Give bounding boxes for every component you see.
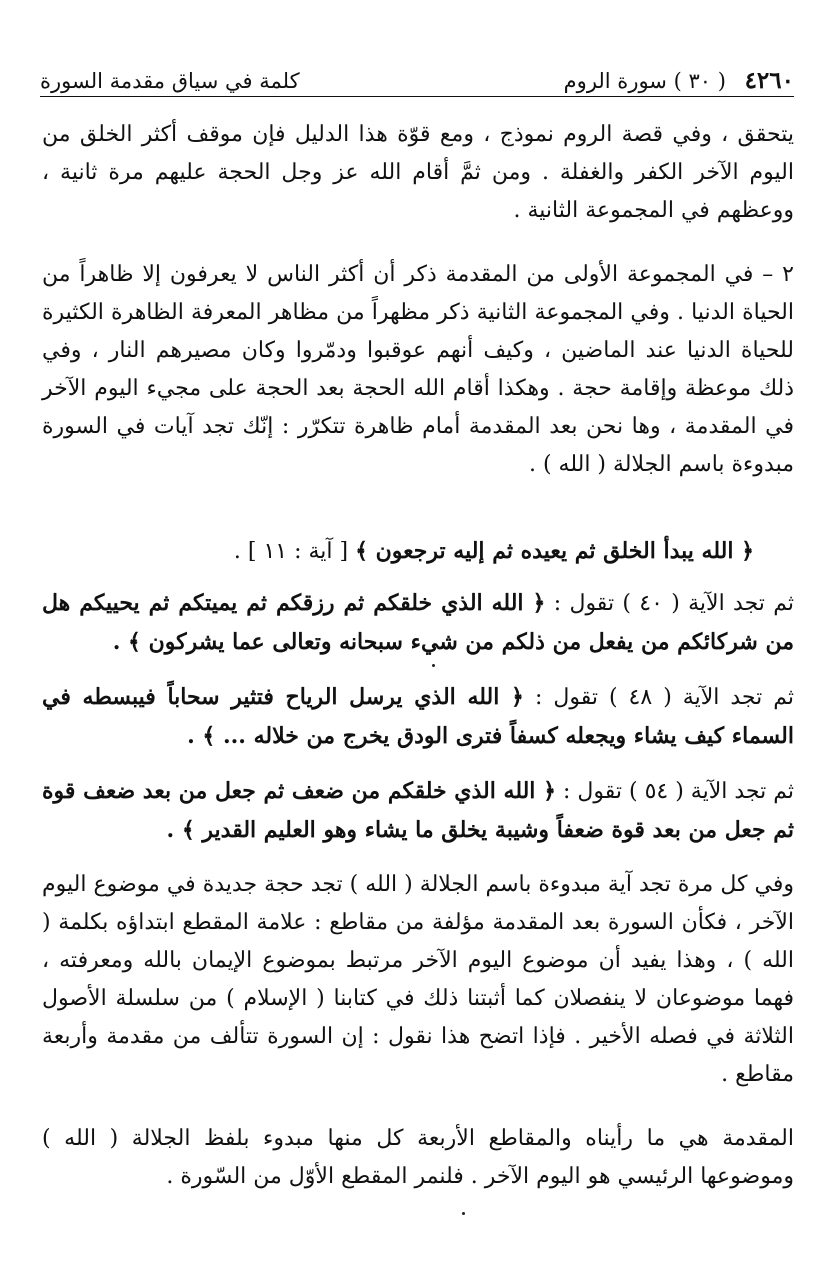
verse-48-intro: ثم تجد الآية ( ٤٨ ) تقول : [534, 685, 794, 710]
verse-40-block [42, 584, 794, 662]
page-number: ٤٢٦٠ [744, 67, 794, 94]
header-divider [40, 96, 794, 97]
verse-54-text: ﴿ الله الذي خلقكم من ضعف ثم جعل من بعد ضعف قوة ثم جعل من بعد قوة ضعفاً وشيبة يخلق ما يشاء وهو العليم القدير ﴾ . [42, 778, 794, 843]
verse-48-text: ﴿ الله الذي يرسل الرياح فتثير سحاباً فيبسطه في السماء كيف يشاء ويجعله كسفاً فترى الودق يخرج من خلاله ... ﴾ . [42, 684, 794, 749]
paragraph-intro: يتحقق ، وفي قصة الروم نموذج ، ومع قوّة هذا الدليل فإن موقف أكثر الخلق من اليوم الآخر الكفر والغفلة . ومن ثمَّ أقام الله عز وجل الحجة عليهم مرة ثانية ، ووعظهم في المجموعة الثانية . [42, 122, 794, 223]
page-header [40, 52, 794, 92]
verse-11-text: ﴿ الله يبدأ الخلق ثم يعيده ثم إليه ترجعون ﴾ [355, 538, 754, 564]
verse-40-intro: ثم تجد الآية ( ٤٠ ) تقول : [553, 591, 794, 616]
verse-48-block [42, 678, 794, 756]
print-speck [462, 1212, 465, 1215]
print-speck [432, 664, 435, 667]
paragraph-conclusion: المقدمة هي ما رأيناه والمقاطع الأربعة كل منها مبدوء بلفظ الجلالة ( الله ) وموضوعها الرئيسي هو اليوم الآخر . فلنمر المقطع الأوّل من السّورة . [42, 1126, 794, 1189]
surah-label: ( ٣٠ ) سورة الروم [563, 69, 726, 93]
verse-11-block [42, 532, 754, 571]
verse-11-ref: [ آية : ١١ ] . [233, 539, 349, 564]
verse-54-intro: ثم تجد الآية ( ٥٤ ) تقول : [562, 779, 794, 804]
section-title: كلمة في سياق مقدمة السورة [40, 69, 300, 93]
paragraph-sections: وفي كل مرة تجد آية مبدوءة باسم الجلالة ( الله ) تجد حجة جديدة في موضوع اليوم الآخر ، فكأن السورة بعد المقدمة مؤلفة من مقاطع : علامة المقطع ابتداؤه بكلمة ( الله ) ، وهذا يفيد أن موضوع اليوم الآخر مرتبط بموضوع الإيمان بالله ومعرفته ، فهما موضوعان لا ينفصلان كما أثبتنا ذلك في كتابنا ( الإسلام ) من سلسلة الأصول الثلاثة في فصله الأخير . فإذا اتضح هذا نقول : إن السورة تتألف من مقدمة وأربعة مقاطع . [42, 872, 794, 1087]
verse-40-text: ﴿ الله الذي خلقكم ثم رزقكم ثم يميتكم ثم يحييكم هل من شركائكم من يفعل من ذلكم من شيء سبحانه وتعالى عما يشركون ﴾ . [42, 590, 794, 655]
verse-54-block [42, 772, 794, 850]
header-surah-info [564, 69, 794, 92]
paragraph-point-2: ٢ – في المجموعة الأولى من المقدمة ذكر أن أكثر الناس لا يعرفون إلا ظاهراً من الحياة الدنيا . وفي المجموعة الثانية ذكر مظهراً من مظاهر المعرفة الظاهرة الكثيرة للحياة الدنيا عند الماضين ، وكيف أنهم عوقبوا ودمّروا وكان مصيرهم النار ، وفي ذلك موعظة وإقامة حجة . وهكذا أقام الله الحجة بعد الحجة على مجيء اليوم الآخر في المقدمة ، وها نحن بعد المقدمة أمام ظاهرة تتكرّر : إنّك تجد آيات في السورة مبدوءة باسم الجلالة ( الله ) . [42, 262, 794, 477]
